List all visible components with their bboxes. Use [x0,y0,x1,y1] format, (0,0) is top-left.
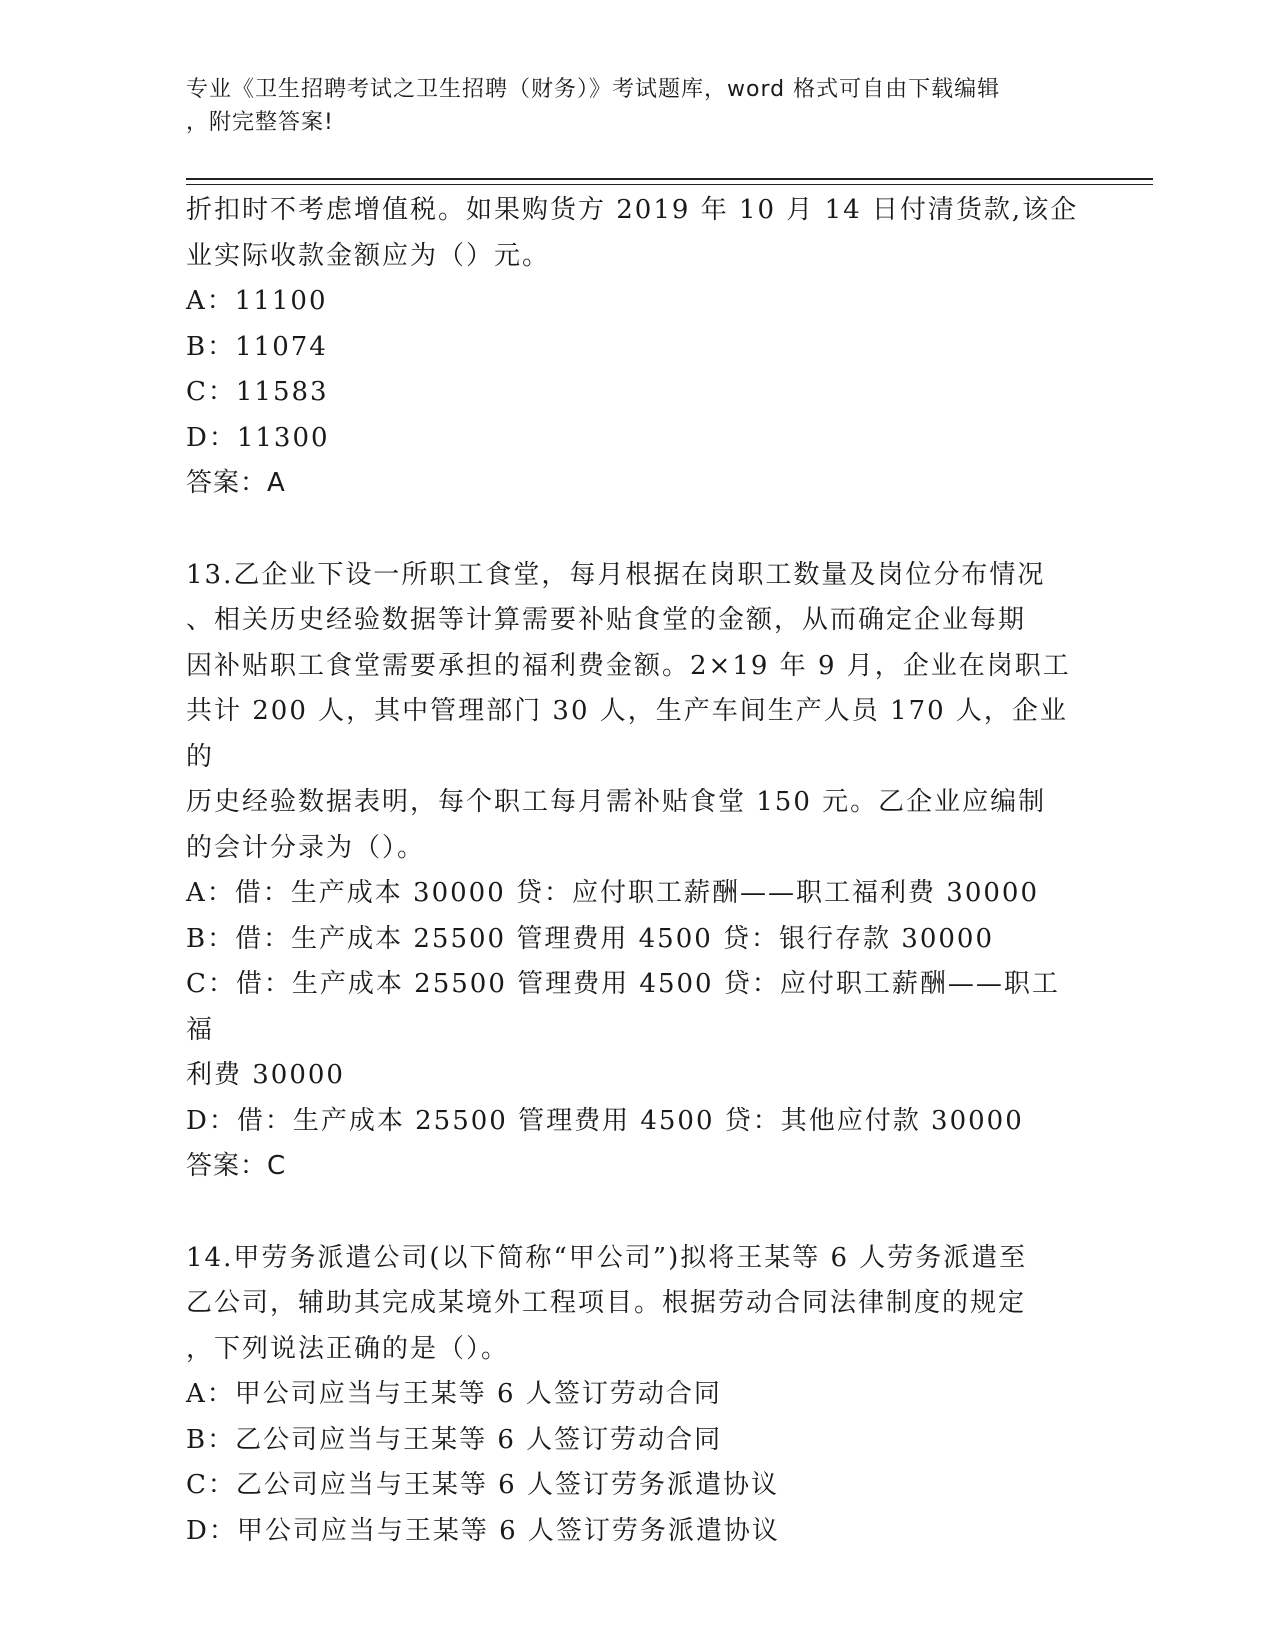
question-14 [186,1236,1086,1555]
question-stem-line: 历史经验数据表明，每个职工每月需补贴食堂 150 元。乙企业应编制 [186,787,1047,817]
question-stem-line: ，下列说法正确的是（）。 [186,1333,510,1364]
answer-line: 答案：A [186,468,286,498]
option-c: C：11583 [186,377,329,407]
document-body [186,188,1086,1554]
header-divider-thin [186,184,1153,185]
question-stem-line: 、相关历史经验数据等计算需要补贴食堂的金额，从而确定企业每期 [186,605,1027,635]
option-c-continuation: 利费 30000 [186,1060,345,1090]
question-stem-line: 13.乙企业下设一所职工食堂，每月根据在岗职工数量及岗位分布情况 [186,559,1046,590]
answer-line: 答案：C [186,1151,287,1181]
question-stem-line: 14.甲劳务派遣公司(以下简称“甲公司”)拟将王某等 6 人劳务派遣至 [186,1242,1028,1273]
question-stem-line: 业实际收款金额应为（）元。 [186,240,551,271]
option-d: D：借：生产成本 25500 管理费用 4500 贷：其他应付款 30000 [186,1105,1024,1136]
question-spacer [186,507,1086,553]
question-spacer [186,1190,1086,1236]
option-c: C：借：生产成本 25500 管理费用 4500 贷：应付职工薪酬——职工福 [186,969,1060,1045]
question-stem-line: 共计 200 人，其中管理部门 30 人，生产车间生产人员 170 人，企业的 [186,696,1068,772]
option-b: B：借：生产成本 25500 管理费用 4500 贷：银行存款 30000 [186,923,995,954]
question-stem-line: 因补贴职工食堂需要承担的福利费金额。2×19 年 9 月，企业在岗职工 [186,650,1071,681]
option-b: B：乙公司应当与王某等 6 人签订劳动合同 [186,1424,723,1455]
header-title-line-2: ，附完整答案! [186,110,334,135]
option-a: A：借：生产成本 30000 贷：应付职工薪酬——职工福利费 30000 [186,878,1039,908]
question-stem-line: 折扣时不考虑增值税。如果购货方 2019 年 10 月 14 日付清货款,该企 [186,195,1079,225]
option-a: A：甲公司应当与王某等 6 人签订劳动合同 [186,1379,722,1409]
question-12 [186,188,1086,507]
option-d: D：11300 [186,422,330,453]
header-divider-thick [186,178,1153,180]
option-a: A：11100 [186,286,328,316]
question-stem-line: 的会计分录为（）。 [186,832,426,863]
header-title-line-1: 专业《卫生招聘考试之卫生招聘（财务）》考试题库，word 格式可自由下载编辑 [186,77,1001,102]
question-13 [186,553,1086,1190]
option-b: B：11074 [186,331,328,362]
option-d: D：甲公司应当与王某等 6 人签订劳务派遣协议 [186,1515,780,1546]
document-header [186,73,1066,139]
option-c: C：乙公司应当与王某等 6 人签订劳务派遣协议 [186,1470,779,1500]
question-stem-line: 乙公司，辅助其完成某境外工程项目。根据劳动合同法律制度的规定 [186,1288,1027,1318]
